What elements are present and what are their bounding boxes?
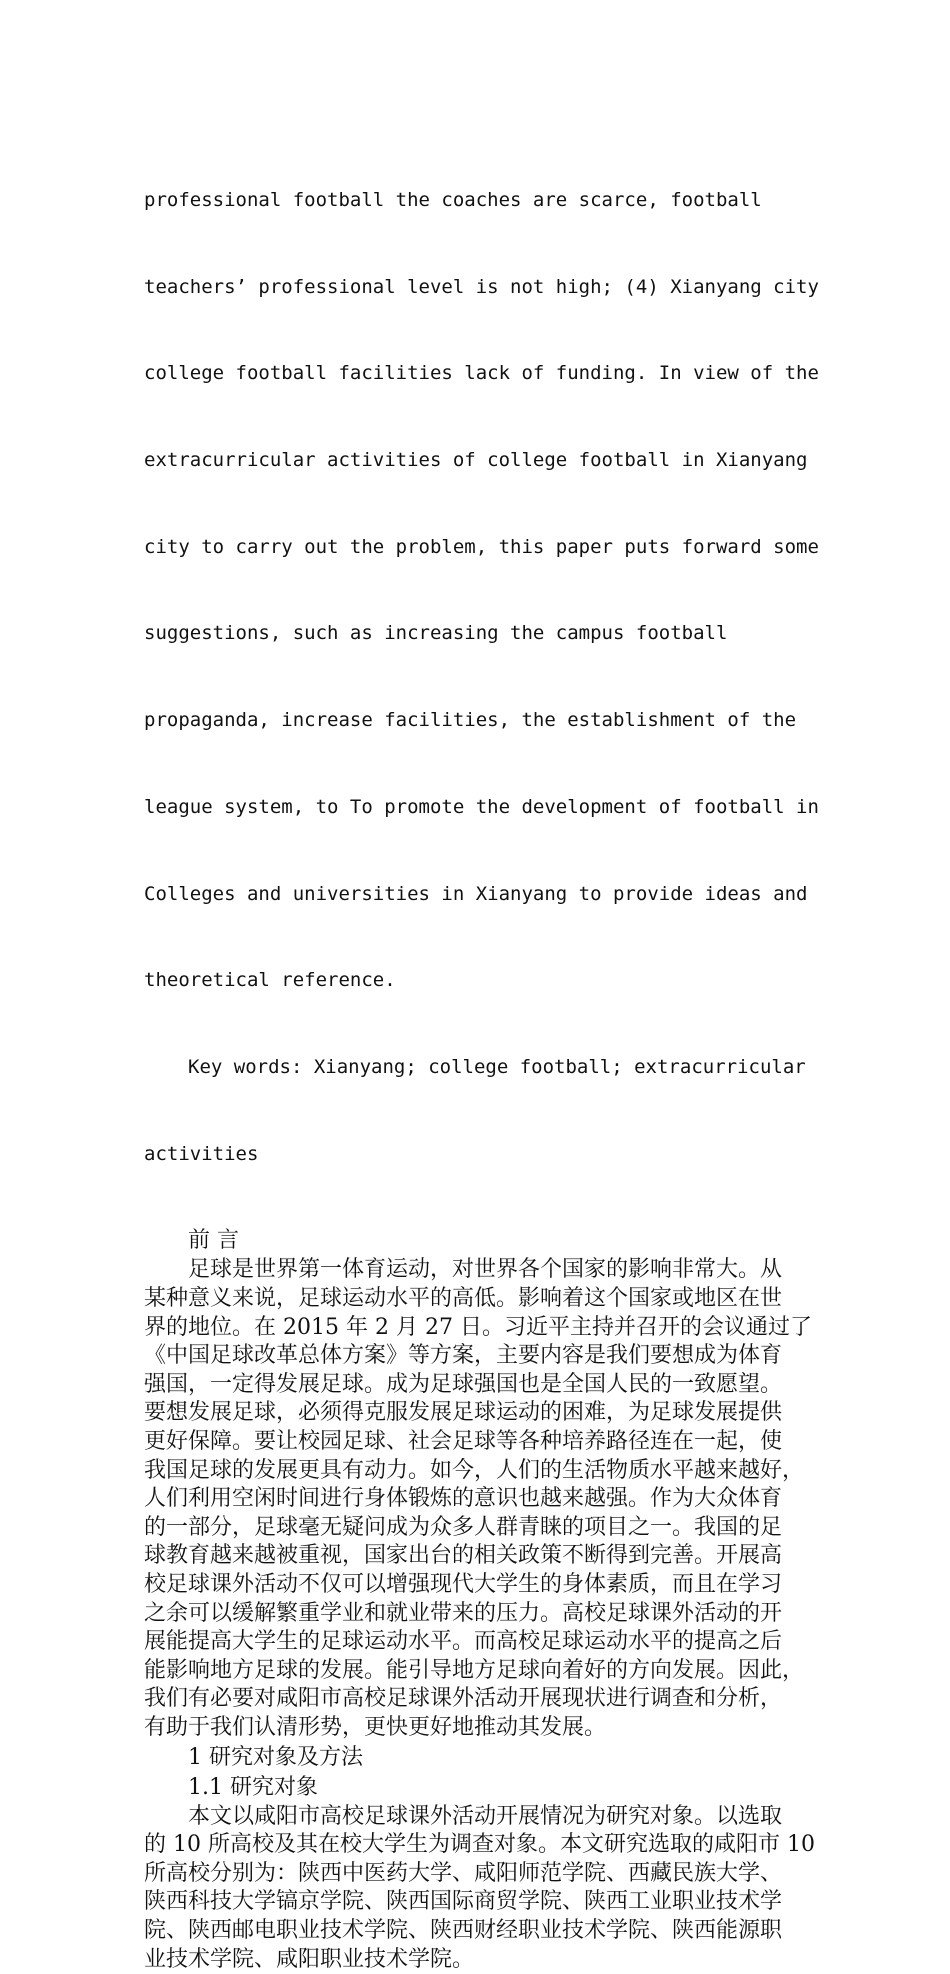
paragraph-line: 足球是世界第一体育运动，对世界各个国家的影响非常大。从	[144, 1256, 810, 1285]
abstract-line: professional football the coaches are scarce, football	[144, 186, 810, 215]
paragraph-line: 能影响地方足球的发展。能引导地方足球向着好的方向发展。因此，	[144, 1657, 810, 1686]
paragraph-line: 球教育越来越被重视，国家出台的相关政策不断得到完善。开展高	[144, 1542, 810, 1571]
preface-paragraph	[144, 1256, 810, 1742]
section-1-1-paragraph	[144, 1803, 810, 1974]
paragraph-line: 《中国足球改革总体方案》等方案，主要内容是我们要想成为体育	[144, 1342, 810, 1371]
paragraph-line: 强国，一定得发展足球。成为足球强国也是全国人民的一致愿望。	[144, 1371, 810, 1400]
abstract-line: propaganda, increase facilities, the establishment of the	[144, 706, 810, 735]
abstract-line: theoretical reference.	[144, 966, 810, 995]
abstract-line: extracurricular activities of college football in Xianyang	[144, 446, 810, 475]
keywords-line: Key words: Xianyang; college football; extracurricular	[144, 1053, 810, 1082]
paragraph-line: 有助于我们认清形势，更快更好地推动其发展。	[144, 1714, 810, 1743]
paragraph-line: 本文以咸阳市高校足球课外活动开展情况为研究对象。以选取	[144, 1803, 810, 1832]
paragraph-line: 院、陕西邮电职业技术学院、陕西财经职业技术学院、陕西能源职	[144, 1917, 810, 1946]
paragraph-line: 之余可以缓解繁重学业和就业带来的压力。高校足球课外活动的开	[144, 1600, 810, 1629]
paragraph-line: 我们有必要对咸阳市高校足球课外活动开展现状进行调查和分析，	[144, 1685, 810, 1714]
preface-title: 前 言	[144, 1226, 810, 1256]
keywords-line-continued: activities	[144, 1140, 810, 1169]
abstract-line: suggestions, such as increasing the campus football	[144, 619, 810, 648]
abstract-line: city to carry out the problem, this paper puts forward some	[144, 533, 810, 562]
paragraph-line: 人们利用空闲时间进行身体锻炼的意识也越来越强。作为大众体育	[144, 1485, 810, 1514]
paragraph-line: 某种意义来说，足球运动水平的高低。影响着这个国家或地区在世	[144, 1285, 810, 1314]
paragraph-line: 更好保障。要让校园足球、社会足球等各种培养路径连在一起，使	[144, 1428, 810, 1457]
paragraph-line: 我国足球的发展更具有动力。如今，人们的生活物质水平越来越好，	[144, 1457, 810, 1486]
paragraph-line: 界的地位。在 2015 年 2 月 27 日。习近平主持并召开的会议通过了	[144, 1314, 810, 1343]
abstract-line: teachers’ professional level is not high; (4) Xianyang city	[144, 273, 810, 302]
abstract-english	[144, 128, 810, 1226]
paragraph-line: 业技术学院、咸阳职业技术学院。	[144, 1946, 810, 1974]
paragraph-line: 展能提高大学生的足球运动水平。而高校足球运动水平的提高之后	[144, 1628, 810, 1657]
abstract-line: college football facilities lack of funding. In view of the	[144, 359, 810, 388]
section-1-1-title: 1.1 研究对象	[144, 1773, 810, 1803]
paragraph-line: 的一部分，足球毫无疑问成为众多人群青睐的项目之一。我国的足	[144, 1514, 810, 1543]
paragraph-line: 陕西科技大学镐京学院、陕西国际商贸学院、陕西工业职业技术学	[144, 1888, 810, 1917]
section-1-title: 1 研究对象及方法	[144, 1743, 810, 1773]
page-content	[144, 128, 810, 1974]
paragraph-line: 要想发展足球，必须得克服发展足球运动的困难，为足球发展提供	[144, 1399, 810, 1428]
abstract-line: Colleges and universities in Xianyang to provide ideas and	[144, 880, 810, 909]
paragraph-line: 的 10 所高校及其在校大学生为调查对象。本文研究选取的咸阳市 10	[144, 1831, 810, 1860]
paragraph-line: 所高校分别为：陕西中医药大学、咸阳师范学院、西藏民族大学、	[144, 1860, 810, 1889]
paragraph-line: 校足球课外活动不仅可以增强现代大学生的身体素质，而且在学习	[144, 1571, 810, 1600]
abstract-line: league system, to To promote the development of football in	[144, 793, 810, 822]
